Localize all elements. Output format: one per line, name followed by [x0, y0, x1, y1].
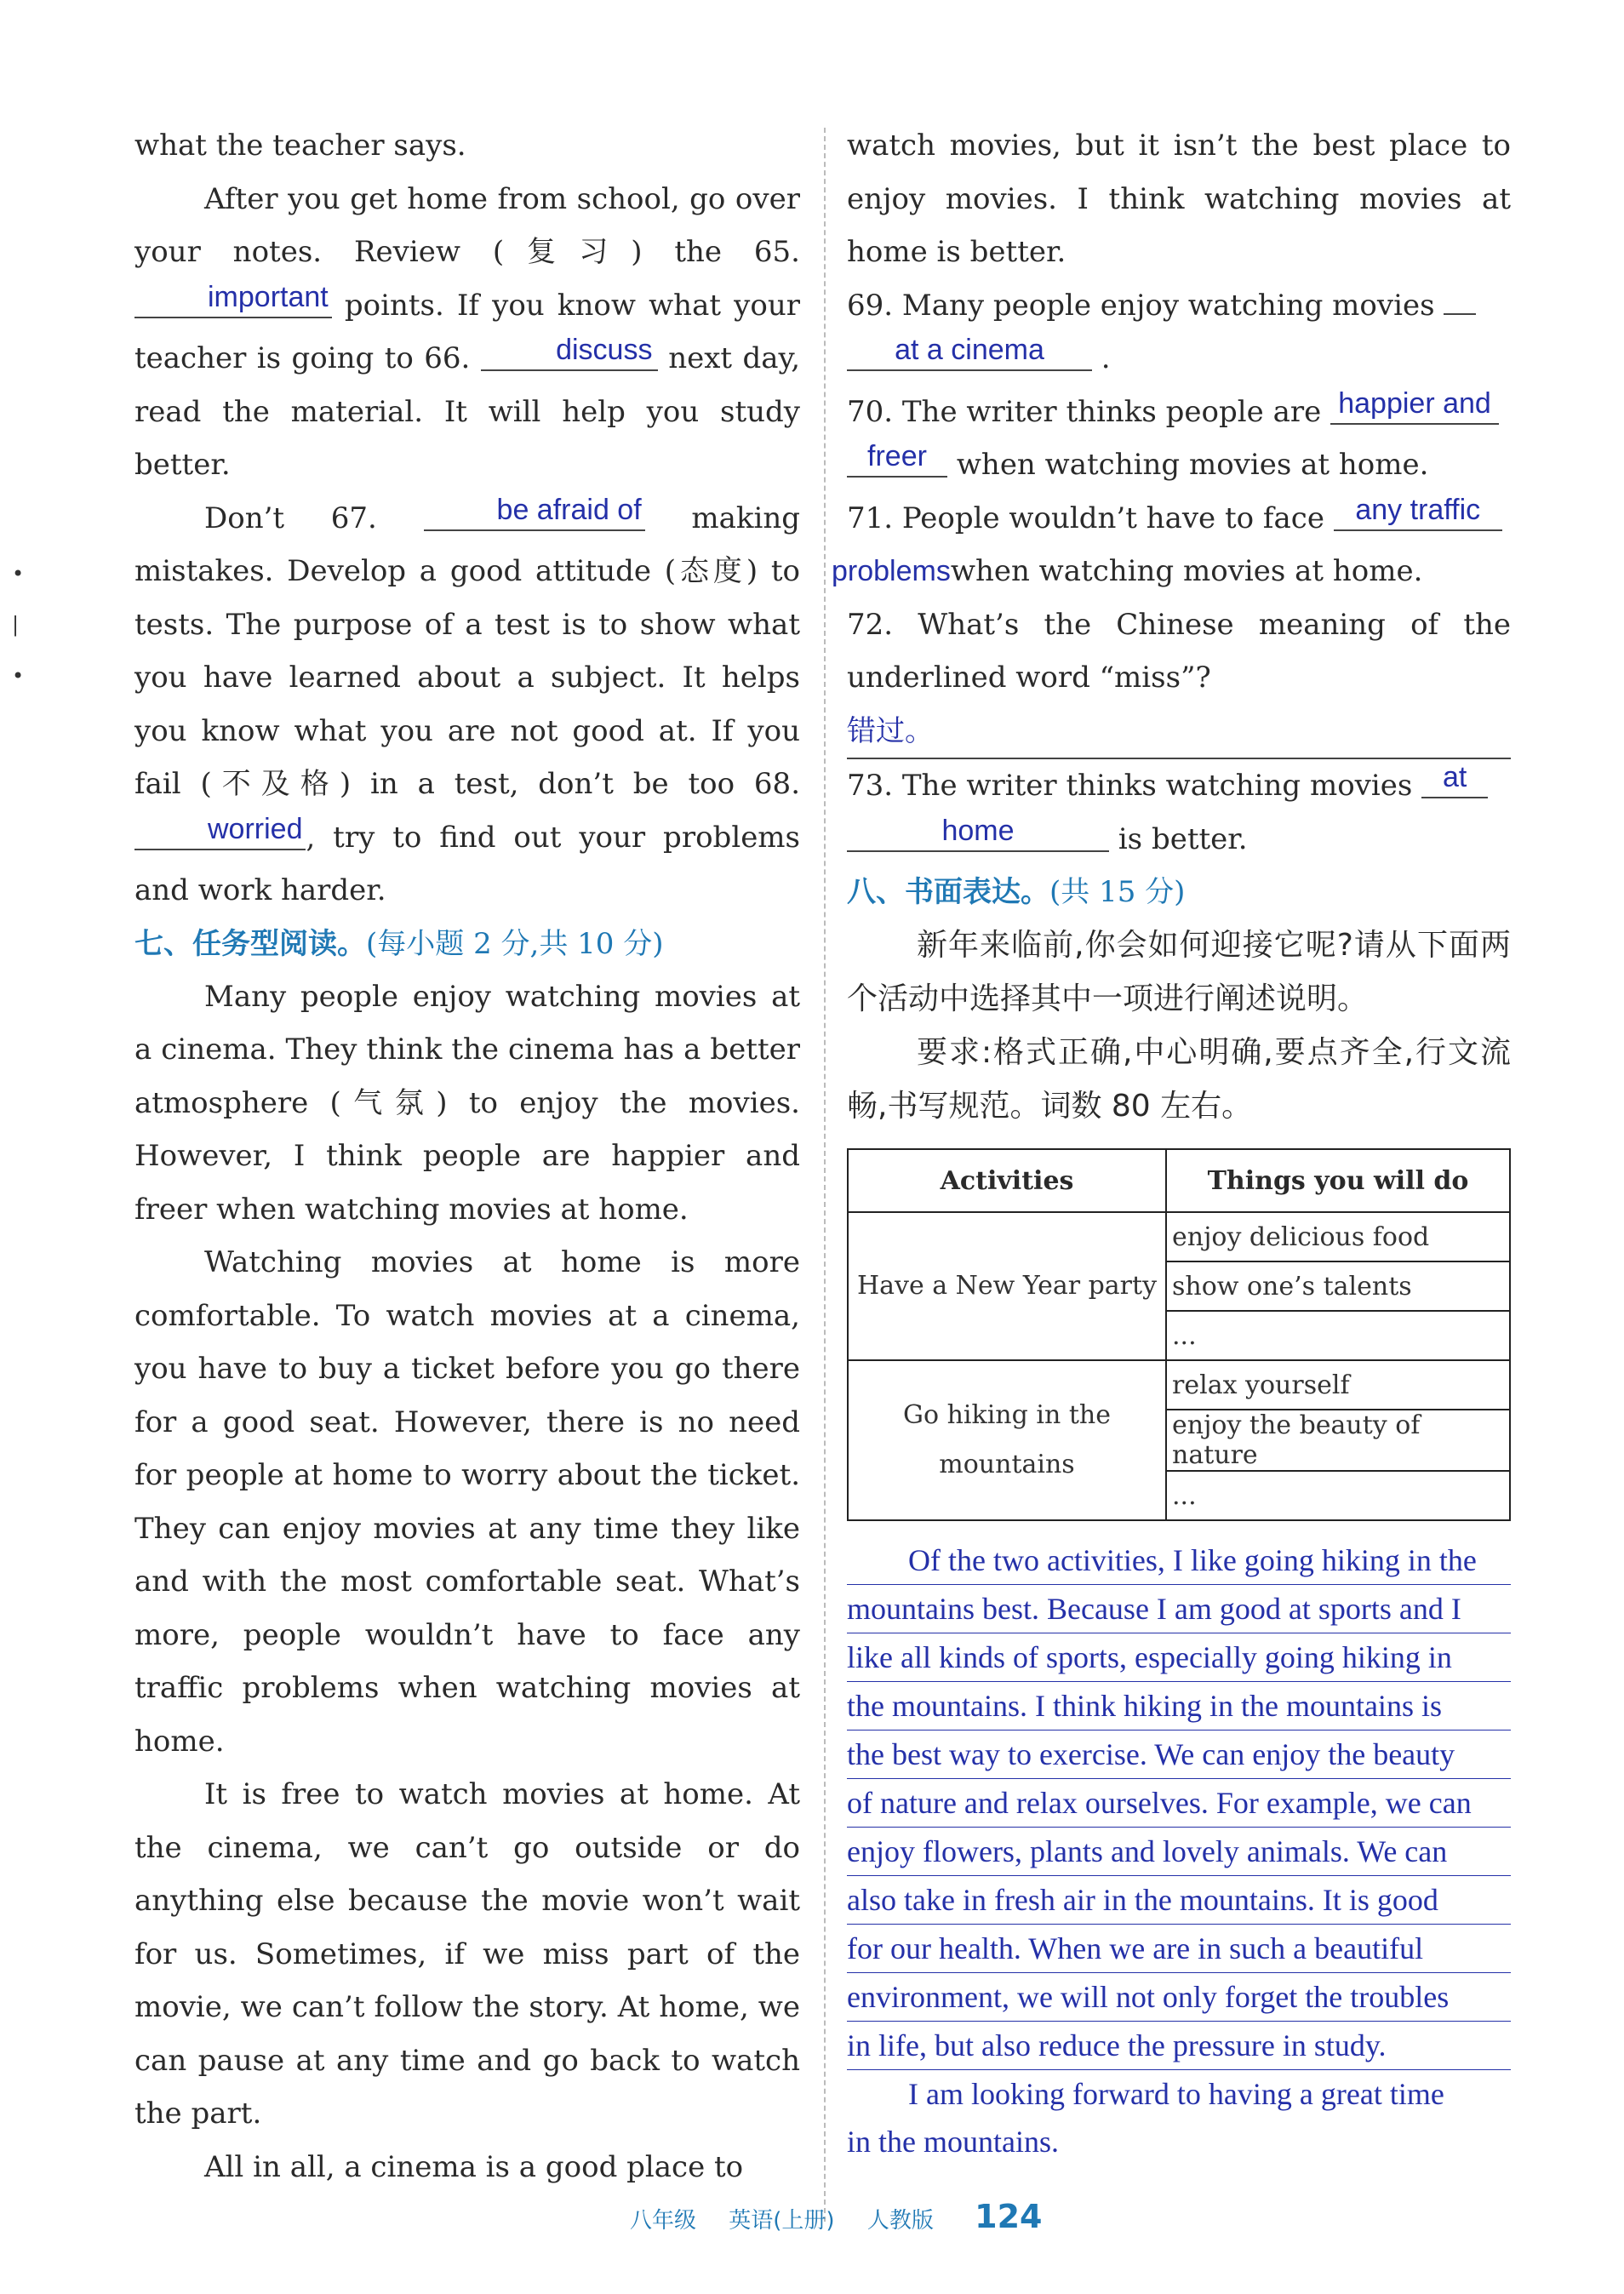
right-para-1: watch movies, but it isn’t the best place to enjoy movies. I think watching movies at home is better.: [847, 129, 1511, 269]
answer-68: worried: [134, 815, 306, 850]
answer-71-part1: any traffic: [1334, 495, 1502, 531]
answer-72: 错过。: [847, 714, 934, 747]
essay-line: I am looking forward to having a great time: [908, 2077, 1444, 2111]
question-70: 70. The writer thinks people are happier and: [847, 386, 1511, 439]
answer-65: important: [134, 283, 332, 318]
essay-line: in the mountains.: [847, 2125, 1059, 2159]
hiking-item-3: ...: [1166, 1471, 1510, 1520]
writing-prompt: 新年来临前,你会如何迎接它呢?请从下面两个活动中选择其中一项进行阐述说明。: [847, 928, 1511, 1016]
section-7-heading: 七、任务型阅读。(每小题 2 分,共 10 分): [134, 926, 664, 961]
activities-table: [847, 1148, 1511, 1521]
question-71: 71. People wouldn’t have to face any traffic: [847, 492, 1511, 546]
essay-answer: [847, 1536, 1511, 2165]
party-item-2: show one’s talents: [1166, 1261, 1510, 1311]
left-column: [134, 119, 800, 2194]
question-72: 72. What’s the Chinese meaning of the underlined word “miss”?: [847, 607, 1511, 695]
left-para-1: what the teacher says.: [134, 129, 466, 163]
answer-73-part2: home: [847, 816, 1109, 852]
hiking-item-1: relax yourself: [1166, 1360, 1510, 1410]
column-divider: [824, 128, 826, 2222]
essay-line: in life, but also reduce the pressure in study.: [847, 2022, 1511, 2070]
question-71-line2: problemswhen watching movies at home.: [832, 554, 1423, 588]
writing-requirements: 要求:格式正确,中心明确,要点齐全,行文流畅,书写规范。词数 80 左右。: [847, 1035, 1511, 1124]
question-70-line2: freer when watching movies at home.: [847, 438, 1511, 492]
right-column: [832, 119, 1511, 2165]
party-item-1: enjoy delicious food: [1166, 1212, 1510, 1261]
footer-subject: 英语(上册): [729, 2208, 835, 2234]
activity-hiking: Go hiking in the mountains: [848, 1360, 1166, 1520]
section-8-heading: 八、书面表达。(共 15 分): [847, 875, 1186, 909]
left-para-6: It is free to watch movies at home. At the cinema, we can’t go outside or do anything else because the movie won’t wait for us. Sometimes, if we miss part of the movie, we can’t follow the story. At home, we can pause at any time and go back to watch the part.: [134, 1777, 800, 2131]
table-header-things: Things you will do: [1166, 1149, 1510, 1212]
question-69: 69. Many people enjoy watching movies: [847, 279, 1511, 333]
essay-line: of nature and relax ourselves. For example, we can: [847, 1779, 1511, 1828]
left-para-4: Many people enjoy watching movies at a cinema. They think the cinema has a better atmosphere (气氛) to enjoy the movies. However, I think people are happier and freer when watching movies at home.: [134, 979, 800, 1227]
left-para-2: After you get home from school, go over your notes. Review (复习) the 65. important points. If you know what your teacher is going to 66. discuss next day, read the material. It will help you study better.: [134, 181, 800, 482]
footer-grade: 八年级: [630, 2208, 697, 2234]
question-69-answer-line: at a cinema .: [847, 332, 1511, 386]
margin-mark: •: [12, 664, 25, 688]
essay-line: environment, we will not only forget the troubles: [847, 1973, 1511, 2022]
essay-line: like all kinds of sports, especially going hiking in: [847, 1633, 1511, 1682]
essay-line: the best way to exercise. We can enjoy the beauty: [847, 1731, 1511, 1779]
left-para-5: Watching movies at home is more comfortable. To watch movies at a cinema, you have to buy a ticket before you go there for a good seat. However, there is no need for people at home to worry about the ticket. They can enjoy movies at any time they like and with the most comfortable seat. What’s more, people wouldn’t have to face any traffic problems when watching movies at home.: [134, 1245, 800, 1759]
essay-line: also take in fresh air in the mountains. It is good: [847, 1876, 1511, 1925]
essay-line: mountains best. Because I am good at sports and I: [847, 1585, 1511, 1633]
question-72-answer-line: [847, 705, 1511, 760]
question-73: 73. The writer thinks watching movies at: [847, 759, 1511, 813]
table-header-activities: Activities: [848, 1149, 1166, 1212]
essay-line: enjoy flowers, plants and lovely animals. We can: [847, 1828, 1511, 1876]
activity-party: Have a New Year party: [848, 1212, 1166, 1360]
margin-mark: •: [12, 562, 25, 586]
answer-70-part1: happier and: [1330, 389, 1499, 425]
page-number: 124: [975, 2198, 1043, 2235]
question-73-line2: home is better.: [847, 813, 1511, 867]
answer-71-part2: problems: [832, 555, 951, 587]
left-para-3: Don’t 67. be afraid of making mistakes. Develop a good attitude (态度) to tests. The purpose of a test is to show what you have learned about a subject. It helps you know what you are not good at. If you fail (不及格) in a test, don’t be too 68. worried , try to find out your problems and work harder.: [134, 493, 801, 907]
essay-line: Of the two activities, I like going hiking in the: [847, 1536, 1511, 1585]
page-footer: [630, 2198, 1067, 2235]
essay-line: for our health. When we are in such a beautiful: [847, 1925, 1511, 1973]
hiking-item-2: enjoy the beauty of nature: [1166, 1410, 1510, 1471]
margin-mark: |: [12, 613, 20, 637]
answer-70-part2: freer: [847, 442, 947, 478]
answer-69: at a cinema: [847, 335, 1092, 371]
footer-edition: 人教版: [866, 2208, 934, 2234]
answer-67: be afraid of: [424, 495, 645, 531]
answer-73-part1: at: [1421, 763, 1488, 798]
essay-line: the mountains. I think hiking in the mountains is: [847, 1682, 1511, 1731]
party-item-3: ...: [1166, 1311, 1510, 1360]
answer-66: discuss: [481, 335, 658, 371]
left-para-7: All in all, a cinema is a good place to: [204, 2149, 744, 2184]
